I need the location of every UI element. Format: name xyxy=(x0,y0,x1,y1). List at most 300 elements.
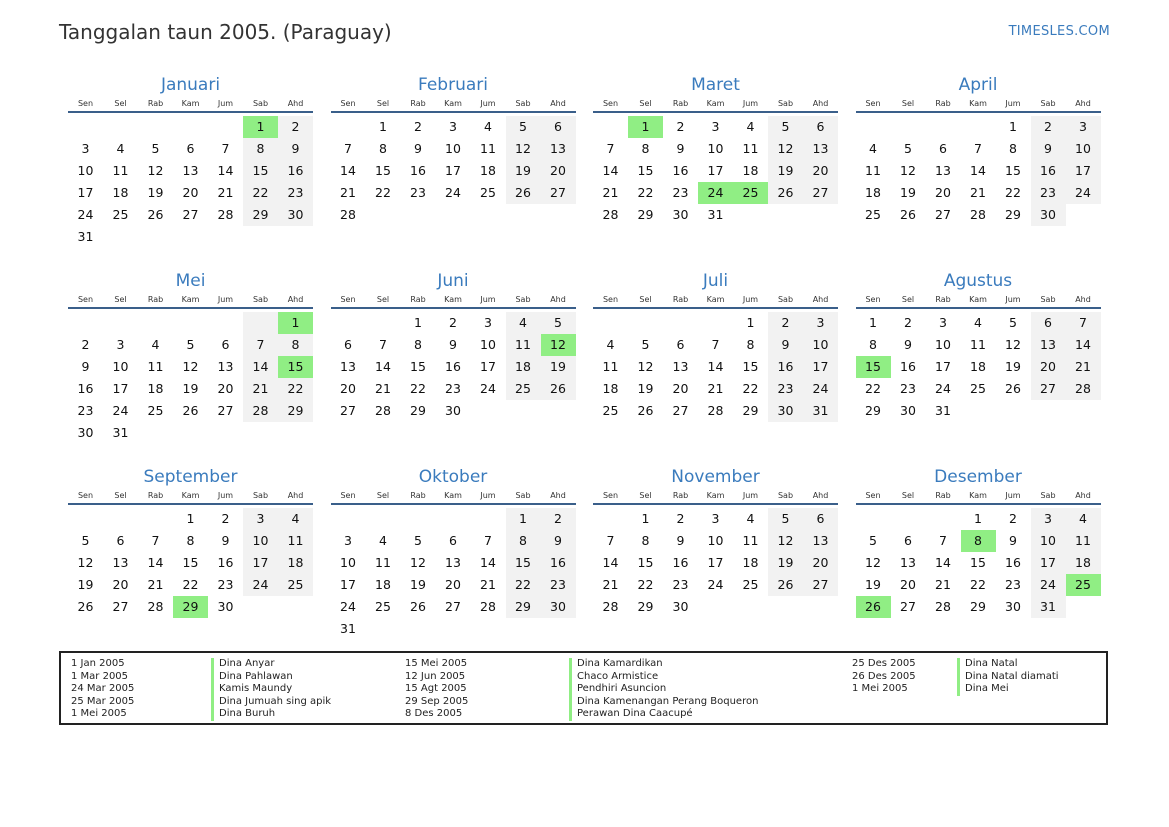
day-cell: 27 xyxy=(803,574,838,596)
day-cell: 4 xyxy=(746,119,755,134)
day-grid xyxy=(593,508,838,618)
day-cell: 21 xyxy=(480,577,496,592)
day-cell: 24 xyxy=(803,378,838,400)
day-cell: 23 xyxy=(768,378,803,400)
empty-cell xyxy=(856,116,891,138)
day-cell: 6 xyxy=(221,337,230,352)
empty-cell xyxy=(331,312,366,334)
weekday-label: Kam xyxy=(969,99,987,108)
legend-date: 1 Jan 2005 xyxy=(71,658,125,669)
day-cell: 16 xyxy=(768,356,803,378)
day-cell: 25 xyxy=(742,577,759,592)
day-cell: 31 xyxy=(935,403,951,418)
legend-dates-3 xyxy=(852,658,916,696)
weekday-label: Rab xyxy=(410,99,426,108)
day-cell: 4 xyxy=(151,337,160,352)
weekday-label: Kam xyxy=(181,295,200,304)
day-cell: 5 xyxy=(541,312,576,334)
day-cell: 17 xyxy=(803,356,838,378)
weekday-label: Sel xyxy=(901,295,915,304)
weekday-label: Sab xyxy=(777,295,794,304)
day-cell: 10 xyxy=(340,555,356,570)
empty-cell xyxy=(208,116,243,138)
day-cell: 27 xyxy=(541,182,576,204)
day-cell: 11 xyxy=(147,359,164,374)
day-cell: 11 xyxy=(375,555,391,570)
day-cell: 24 xyxy=(1066,182,1101,204)
weekday-label: Kam xyxy=(444,491,462,500)
day-cell: 1 xyxy=(506,508,541,530)
day-cell: 3 xyxy=(803,312,838,334)
day-cell: 25 xyxy=(278,574,313,596)
day-cell: 24 xyxy=(1031,574,1066,596)
day-cell: 23 xyxy=(672,185,689,200)
legend-date: 12 Jun 2005 xyxy=(405,670,466,682)
weekday-label: Sel xyxy=(639,99,652,108)
day-cell: 29 xyxy=(506,596,541,618)
weekday-label: Jum xyxy=(217,99,234,108)
month-name: April xyxy=(958,75,998,95)
holiday-day-cell: 25 xyxy=(1066,574,1101,596)
day-cell: 22 xyxy=(742,381,759,396)
day-cell: 11 xyxy=(480,141,496,156)
day-cell: 28 xyxy=(147,599,164,614)
empty-cell xyxy=(173,116,208,138)
day-cell: 16 xyxy=(278,160,313,182)
day-cell: 1 xyxy=(414,315,422,330)
day-cell: 26 xyxy=(77,599,94,614)
empty-cell xyxy=(331,508,366,530)
day-cell: 9 xyxy=(278,138,313,160)
day-cell: 24 xyxy=(77,207,94,222)
day-cell: 18 xyxy=(375,577,391,592)
weekday-label: Kam xyxy=(181,99,200,108)
day-cell: 20 xyxy=(803,552,838,574)
day-cell: 26 xyxy=(182,403,199,418)
day-cell: 2 xyxy=(81,337,90,352)
empty-cell xyxy=(436,508,471,530)
weekday-label: Kam xyxy=(444,99,462,108)
day-cell: 18 xyxy=(1066,552,1101,574)
day-cell: 17 xyxy=(707,163,724,178)
empty-cell xyxy=(208,312,243,334)
day-cell: 15 xyxy=(243,160,278,182)
day-cell: 1 xyxy=(869,315,877,330)
empty-cell xyxy=(593,508,628,530)
day-cell: 27 xyxy=(112,599,129,614)
day-cell: 19 xyxy=(768,160,803,182)
day-cell: 13 xyxy=(217,359,234,374)
day-cell: 28 xyxy=(970,207,986,222)
weekday-label: Sel xyxy=(114,491,127,500)
weekday-label: Ahd xyxy=(287,295,304,304)
day-cell: 5 xyxy=(768,116,803,138)
weekday-label: Jum xyxy=(1005,491,1021,500)
day-cell: 20 xyxy=(900,577,916,592)
holiday-legend xyxy=(59,651,1108,725)
day-cell: 29 xyxy=(243,204,278,226)
page-title: Tanggalan taun 2005. (Paraguay) xyxy=(59,20,392,44)
weekday-label: Sab xyxy=(515,491,531,500)
day-cell: 23 xyxy=(445,381,461,396)
weekday-label: Ahd xyxy=(812,491,829,500)
day-grid xyxy=(331,508,576,640)
day-cell: 24 xyxy=(340,599,356,614)
day-cell: 9 xyxy=(1009,533,1017,548)
day-cell: 19 xyxy=(541,356,576,378)
day-cell: 30 xyxy=(217,599,234,614)
day-cell: 27 xyxy=(340,403,356,418)
day-cell: 4 xyxy=(746,511,755,526)
day-cell: 10 xyxy=(707,533,724,548)
day-grid xyxy=(331,116,576,226)
day-grid xyxy=(68,116,313,248)
day-cell: 21 xyxy=(707,381,724,396)
day-cell: 5 xyxy=(151,141,160,156)
day-cell: 14 xyxy=(1066,334,1101,356)
day-cell: 15 xyxy=(375,163,391,178)
month-name: September xyxy=(143,467,238,487)
weekday-label: Sen xyxy=(602,99,619,108)
empty-cell xyxy=(68,116,103,138)
weekday-header xyxy=(593,489,838,505)
holiday-day-cell: 15 xyxy=(278,356,313,378)
day-cell: 9 xyxy=(904,337,912,352)
day-cell: 26 xyxy=(637,403,654,418)
day-cell: 6 xyxy=(1031,312,1066,334)
weekday-label: Sel xyxy=(639,491,652,500)
empty-cell xyxy=(401,508,436,530)
day-cell: 29 xyxy=(637,207,654,222)
weekday-label: Jum xyxy=(217,491,234,500)
day-cell: 18 xyxy=(742,555,759,570)
day-cell: 16 xyxy=(900,359,916,374)
day-cell: 26 xyxy=(506,182,541,204)
day-cell: 21 xyxy=(1066,356,1101,378)
day-cell: 8 xyxy=(641,533,650,548)
empty-cell xyxy=(593,312,628,334)
day-cell: 11 xyxy=(278,530,313,552)
weekday-label: Jum xyxy=(1005,99,1021,108)
weekday-label: Sen xyxy=(77,491,94,500)
weekday-label: Sab xyxy=(252,99,269,108)
day-cell: 23 xyxy=(410,185,426,200)
weekday-header xyxy=(331,489,576,505)
day-cell: 15 xyxy=(506,552,541,574)
day-cell: 22 xyxy=(637,577,654,592)
day-cell: 12 xyxy=(410,555,426,570)
day-cell: 30 xyxy=(900,403,916,418)
month-name: Oktober xyxy=(418,467,488,487)
day-cell: 14 xyxy=(217,163,234,178)
empty-cell xyxy=(471,508,506,530)
day-cell: 16 xyxy=(1005,555,1021,570)
day-cell: 7 xyxy=(606,533,615,548)
day-cell: 4 xyxy=(869,141,877,156)
empty-cell xyxy=(331,116,366,138)
day-cell: 3 xyxy=(484,315,492,330)
weekday-label: Sab xyxy=(1040,491,1056,500)
day-cell: 17 xyxy=(935,359,951,374)
day-cell: 16 xyxy=(1031,160,1066,182)
day-cell: 10 xyxy=(112,359,129,374)
day-grid xyxy=(331,312,576,422)
day-cell: 8 xyxy=(186,533,195,548)
day-cell: 6 xyxy=(541,116,576,138)
day-cell: 10 xyxy=(77,163,94,178)
legend-date: 1 Mei 2005 xyxy=(71,708,127,720)
holiday-day-cell: 24 xyxy=(698,182,733,204)
weekday-label: Sab xyxy=(777,491,794,500)
day-cell: 23 xyxy=(278,182,313,204)
weekday-label: Jum xyxy=(480,491,496,500)
empty-cell xyxy=(593,116,628,138)
day-cell: 7 xyxy=(151,533,160,548)
weekday-label: Kam xyxy=(969,491,987,500)
empty-cell xyxy=(103,116,138,138)
day-cell: 11 xyxy=(602,359,619,374)
holiday-day-cell: 12 xyxy=(541,334,576,356)
day-cell: 18 xyxy=(506,356,541,378)
day-cell: 1 xyxy=(746,315,755,330)
holiday-day-cell: 15 xyxy=(856,356,891,378)
day-cell: 22 xyxy=(278,378,313,400)
weekday-label: Sen xyxy=(602,491,619,500)
day-cell: 20 xyxy=(672,381,689,396)
holiday-day-cell: 25 xyxy=(733,182,768,204)
weekday-label: Sen xyxy=(340,295,356,304)
day-cell: 30 xyxy=(445,403,461,418)
day-cell: 6 xyxy=(904,533,912,548)
day-cell: 22 xyxy=(506,574,541,596)
day-cell: 27 xyxy=(217,403,234,418)
weekday-label: Sel xyxy=(639,295,652,304)
day-cell: 23 xyxy=(217,577,234,592)
weekday-label: Sel xyxy=(901,491,915,500)
day-cell: 10 xyxy=(243,530,278,552)
weekday-label: Rab xyxy=(410,295,426,304)
day-cell: 12 xyxy=(1005,337,1021,352)
day-cell: 29 xyxy=(742,403,759,418)
day-cell: 23 xyxy=(672,577,689,592)
weekday-label: Sen xyxy=(865,491,881,500)
day-cell: 20 xyxy=(803,160,838,182)
day-cell: 28 xyxy=(243,400,278,422)
months-grid xyxy=(68,73,1102,661)
day-cell: 28 xyxy=(602,207,619,222)
month-name: Agustus xyxy=(943,271,1013,291)
day-cell: 13 xyxy=(340,359,356,374)
day-grid xyxy=(856,508,1101,618)
day-cell: 6 xyxy=(939,141,947,156)
day-cell: 27 xyxy=(900,599,916,614)
day-cell: 27 xyxy=(935,207,951,222)
day-cell: 5 xyxy=(869,533,877,548)
day-cell: 3 xyxy=(711,511,720,526)
weekday-label: Kam xyxy=(706,491,725,500)
legend-names-2 xyxy=(569,658,758,721)
day-cell: 14 xyxy=(935,555,951,570)
day-cell: 8 xyxy=(641,141,650,156)
weekday-header xyxy=(68,293,313,309)
weekday-label: Ahd xyxy=(550,99,566,108)
empty-cell xyxy=(243,312,278,334)
legend-date: 29 Sep 2005 xyxy=(405,695,469,707)
day-cell: 22 xyxy=(970,577,986,592)
weekday-label: Kam xyxy=(444,295,462,304)
day-cell: 18 xyxy=(480,163,496,178)
day-cell: 5 xyxy=(641,337,650,352)
day-cell: 31 xyxy=(803,400,838,422)
weekday-label: Ahd xyxy=(550,295,566,304)
weekday-label: Sel xyxy=(114,295,127,304)
legend-dates-2 xyxy=(405,658,468,721)
day-cell: 4 xyxy=(278,508,313,530)
day-cell: 26 xyxy=(768,182,803,204)
day-cell: 31 xyxy=(340,621,356,636)
weekday-label: Jum xyxy=(1005,295,1021,304)
weekday-label: Rab xyxy=(672,99,689,108)
day-cell: 1 xyxy=(1009,119,1017,134)
legend-names-3 xyxy=(957,658,1059,696)
weekday-label: Sen xyxy=(340,491,356,500)
holiday-day-cell: 29 xyxy=(173,596,208,618)
day-cell: 22 xyxy=(243,182,278,204)
day-cell: 16 xyxy=(410,163,426,178)
day-cell: 30 xyxy=(1005,599,1021,614)
day-cell: 13 xyxy=(900,555,916,570)
empty-cell xyxy=(366,508,401,530)
day-cell: 13 xyxy=(803,530,838,552)
weekday-label: Ahd xyxy=(550,491,566,500)
weekday-label: Kam xyxy=(181,491,200,500)
empty-cell xyxy=(68,508,103,530)
day-cell: 19 xyxy=(506,160,541,182)
day-cell: 11 xyxy=(865,163,881,178)
day-cell: 28 xyxy=(602,599,619,614)
day-cell: 17 xyxy=(340,577,356,592)
day-cell: 4 xyxy=(606,337,615,352)
legend-date: 15 Agt 2005 xyxy=(405,683,467,695)
day-cell: 29 xyxy=(865,403,881,418)
day-cell: 20 xyxy=(340,381,356,396)
day-cell: 6 xyxy=(803,116,838,138)
day-cell: 10 xyxy=(1031,530,1066,552)
day-cell: 26 xyxy=(410,599,426,614)
weekday-label: Ahd xyxy=(1075,491,1091,500)
day-cell: 21 xyxy=(970,185,986,200)
site-link[interactable]: TIMESLES.COM xyxy=(1008,24,1110,39)
day-cell: 5 xyxy=(506,116,541,138)
day-cell: 7 xyxy=(974,141,982,156)
day-cell: 24 xyxy=(707,577,724,592)
day-grid xyxy=(593,312,838,422)
day-cell: 12 xyxy=(768,138,803,160)
empty-cell xyxy=(698,312,733,334)
weekday-header xyxy=(68,489,313,505)
empty-cell xyxy=(138,116,173,138)
legend-holiday-name: Perawan Dina Caacupé xyxy=(569,708,758,721)
day-cell: 18 xyxy=(970,359,986,374)
holiday-day-cell: 8 xyxy=(961,530,996,552)
day-cell: 9 xyxy=(414,141,422,156)
day-cell: 25 xyxy=(970,381,986,396)
weekday-label: Ahd xyxy=(812,295,829,304)
day-cell: 1 xyxy=(379,119,387,134)
month-name: Januari xyxy=(160,75,221,95)
legend-date: 15 Mei 2005 xyxy=(405,658,468,669)
day-cell: 26 xyxy=(900,207,916,222)
day-cell: 2 xyxy=(676,119,685,134)
day-cell: 13 xyxy=(541,138,576,160)
day-cell: 9 xyxy=(541,530,576,552)
day-cell: 23 xyxy=(1005,577,1021,592)
day-cell: 17 xyxy=(243,552,278,574)
weekday-header xyxy=(331,293,576,309)
day-cell: 28 xyxy=(340,207,356,222)
empty-cell xyxy=(856,508,891,530)
legend-date: 25 Des 2005 xyxy=(852,658,916,669)
day-grid xyxy=(68,312,313,444)
weekday-label: Jum xyxy=(742,491,759,500)
day-cell: 8 xyxy=(1009,141,1017,156)
day-cell: 2 xyxy=(278,116,313,138)
day-cell: 30 xyxy=(1031,204,1066,226)
weekday-label: Sel xyxy=(114,99,127,108)
weekday-label: Rab xyxy=(935,99,951,108)
weekday-header xyxy=(593,97,838,113)
weekday-label: Sen xyxy=(77,295,94,304)
day-cell: 4 xyxy=(484,119,492,134)
day-cell: 7 xyxy=(606,141,615,156)
day-cell: 14 xyxy=(602,163,619,178)
day-cell: 7 xyxy=(484,533,492,548)
day-cell: 8 xyxy=(278,334,313,356)
day-cell: 29 xyxy=(278,400,313,422)
day-cell: 10 xyxy=(803,334,838,356)
legend-holiday-name: Dina Jumuah sing apik xyxy=(211,696,331,709)
day-cell: 11 xyxy=(970,337,986,352)
holiday-day-cell: 26 xyxy=(856,596,891,618)
day-cell: 12 xyxy=(637,359,654,374)
legend-holiday-name: Kamis Maundy xyxy=(211,683,331,696)
day-cell: 3 xyxy=(344,533,352,548)
day-cell: 28 xyxy=(217,207,234,222)
day-cell: 22 xyxy=(637,185,654,200)
day-cell: 6 xyxy=(803,508,838,530)
day-cell: 28 xyxy=(1066,378,1101,400)
weekday-label: Sab xyxy=(515,295,531,304)
legend-holiday-name: Dina Kamenangan Perang Boqueron xyxy=(569,696,758,709)
empty-cell xyxy=(961,116,996,138)
day-grid xyxy=(856,312,1101,422)
month-januari xyxy=(68,73,313,269)
day-cell: 18 xyxy=(147,381,164,396)
month-april xyxy=(856,73,1101,269)
weekday-label: Sen xyxy=(340,99,356,108)
day-cell: 10 xyxy=(445,141,461,156)
day-cell: 8 xyxy=(506,530,541,552)
month-name: Juni xyxy=(437,271,469,291)
weekday-label: Sen xyxy=(865,295,881,304)
weekday-label: Sab xyxy=(1040,99,1056,108)
day-cell: 9 xyxy=(1031,138,1066,160)
day-grid xyxy=(68,508,313,618)
legend-date: 1 Mei 2005 xyxy=(852,683,908,695)
day-cell: 22 xyxy=(375,185,391,200)
legend-holiday-name: Chaco Armistice xyxy=(569,671,758,684)
day-cell: 9 xyxy=(676,533,685,548)
